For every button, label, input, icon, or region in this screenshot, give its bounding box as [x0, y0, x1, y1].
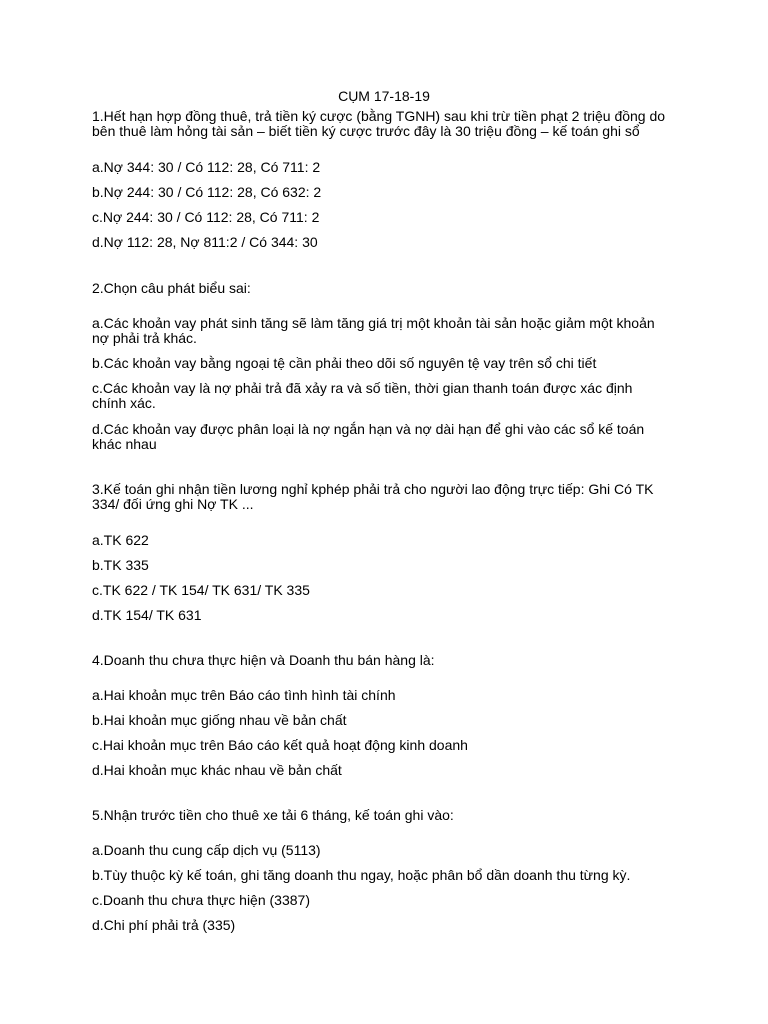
question-4-option-c: [92, 738, 676, 753]
question-line: 2.Chọn câu phát biểu sai:: [92, 280, 251, 296]
option-line: khác nhau: [92, 436, 157, 452]
question-line: 334/ đối ứng ghi Nợ TK ...: [92, 496, 254, 512]
question-4-option-b: [92, 713, 676, 728]
question-5-option-d: [92, 918, 676, 933]
question-2-option-c: [92, 381, 676, 411]
option-line: d.TK 154/ TK 631: [92, 607, 202, 623]
question-1-option-d: [92, 235, 676, 250]
question-line: bên thuê làm hỏng tài sản – biết tiền ký cược trước đây là 30 triệu đồng – kế toán ghi sổ: [92, 123, 640, 139]
page-title: CỤM 17-18-19: [338, 88, 430, 104]
question-2-option-d: [92, 422, 676, 452]
question-3-stem: [92, 482, 676, 512]
question-1-option-c: [92, 210, 676, 225]
question-2-option-a: [92, 316, 676, 346]
option-line: b.Tùy thuộc kỳ kế toán, ghi tăng doanh thu ngay, hoặc phân bổ dần doanh thu từng kỳ.: [92, 867, 631, 883]
question-3-option-a: [92, 533, 676, 548]
question-line: 4.Doanh thu chưa thực hiện và Doanh thu bán hàng là:: [92, 652, 435, 668]
question-1-stem: [92, 109, 676, 139]
option-line: a.TK 622: [92, 532, 149, 548]
question-2-option-b: [92, 356, 676, 371]
option-line: a.Các khoản vay phát sinh tăng sẽ làm tăng giá trị một khoản tài sản hoặc giảm một khoản: [92, 315, 655, 331]
question-5-option-c: [92, 893, 676, 908]
question-5-option-a: [92, 843, 676, 858]
question-3-option-c: [92, 583, 676, 598]
question-line: 5.Nhận trước tiền cho thuê xe tải 6 tháng, kế toán ghi vào:: [92, 807, 454, 823]
option-line: c.Nợ 244: 30 / Có 112: 28, Có 711: 2: [92, 209, 320, 225]
question-5-stem: [92, 808, 676, 823]
option-line: b.Hai khoản mục giống nhau về bản chất: [92, 712, 347, 728]
question-4-stem: [92, 653, 676, 668]
option-line: d.Hai khoản mục khác nhau về bản chất: [92, 762, 342, 778]
question-line: 1.Hết hạn hợp đồng thuê, trả tiền ký cược (bằng TGNH) sau khi trừ tiền phạt 2 triệu đồng do: [92, 108, 666, 124]
option-line: c.TK 622 / TK 154/ TK 631/ TK 335: [92, 582, 310, 598]
question-4-option-d: [92, 763, 676, 778]
option-line: chính xác.: [92, 395, 156, 411]
question-line: 3.Kế toán ghi nhận tiền lương nghỉ kphép phải trả cho người lao động trực tiếp: Ghi Có TK: [92, 481, 654, 497]
option-line: a.Nợ 344: 30 / Có 112: 28, Có 711: 2: [92, 159, 321, 175]
question-1-option-b: [92, 185, 676, 200]
option-line: b.Nợ 244: 30 / Có 112: 28, Có 632: 2: [92, 184, 322, 200]
option-line: b.Các khoản vay bằng ngoại tệ cần phải theo dõi số nguyên tệ vay trên sổ chi tiết: [92, 355, 597, 371]
option-line: d.Chi phí phải trả (335): [92, 917, 236, 933]
option-line: d.Các khoản vay được phân loại là nợ ngắn hạn và nợ dài hạn để ghi vào các sổ kế toán: [92, 421, 645, 437]
question-1-option-a: [92, 160, 676, 175]
question-3-option-b: [92, 558, 676, 573]
option-line: a.Hai khoản mục trên Báo cáo tình hình tài chính: [92, 687, 396, 703]
question-3-option-d: [92, 608, 676, 623]
option-line: c.Doanh thu chưa thực hiện (3387): [92, 892, 310, 908]
option-line: b.TK 335: [92, 557, 149, 573]
option-line: a.Doanh thu cung cấp dịch vụ (5113): [92, 842, 321, 858]
question-2-stem: [92, 281, 676, 296]
option-line: c.Các khoản vay là nợ phải trả đã xảy ra và số tiền, thời gian thanh toán được xác định: [92, 380, 633, 396]
option-line: nợ phải trả khác.: [92, 330, 197, 346]
option-line: c.Hai khoản mục trên Báo cáo kết quả hoạt động kinh doanh: [92, 737, 468, 753]
question-5-option-b: [92, 868, 676, 883]
question-4-option-a: [92, 688, 676, 703]
option-line: d.Nợ 112: 28, Nợ 811:2 / Có 344: 30: [92, 234, 318, 250]
